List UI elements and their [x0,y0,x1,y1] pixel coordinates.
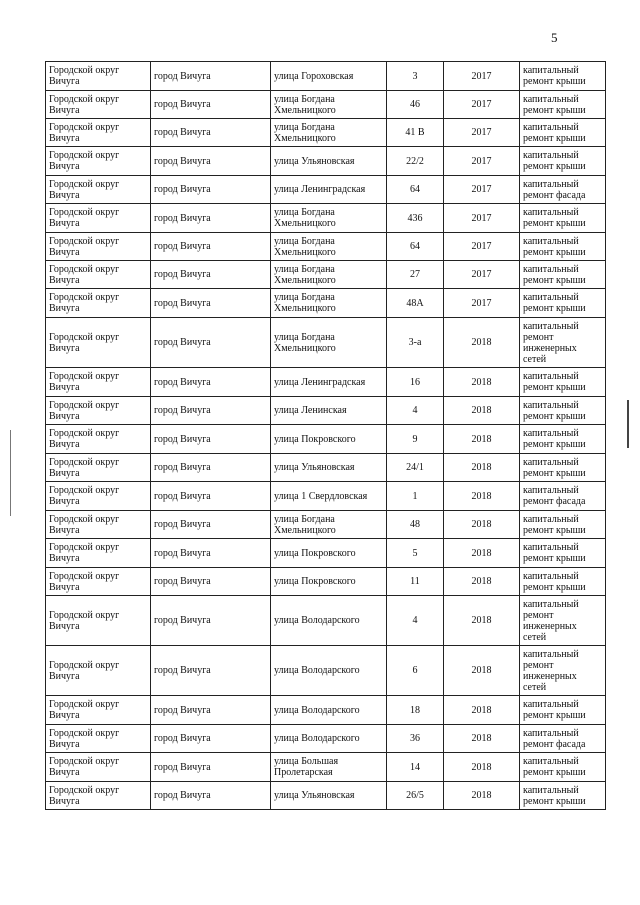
work-type-cell: капитальный ремонт крыши [520,696,606,725]
street-cell: улица Богдана Хмельницкого [271,233,387,261]
year-cell: 2018 [444,725,520,753]
work-type-cell: капитальный ремонт фасада [520,725,606,753]
city-cell: город Вичуга [151,782,271,810]
municipality-cell: Городской округ Вичуга [46,368,151,397]
scan-edge-mark [10,430,11,516]
work-type-cell: капитальный ремонт фасада [520,176,606,204]
municipality-cell: Городской округ Вичуга [46,482,151,511]
year-cell: 2017 [444,91,520,119]
work-type-cell: капитальный ремонт крыши [520,233,606,261]
house-number-cell: 27 [387,261,444,289]
city-cell: город Вичуга [151,62,271,91]
work-type-cell: капитальный ремонт крыши [520,261,606,289]
city-cell: город Вичуга [151,696,271,725]
municipality-cell: Городской округ Вичуга [46,782,151,810]
year-cell: 2018 [444,568,520,596]
municipality-cell: Городской округ Вичуга [46,696,151,725]
table-row [46,596,606,646]
municipality-cell: Городской округ Вичуга [46,204,151,233]
municipality-cell: Городской округ Вичуга [46,261,151,289]
table-row [46,204,606,233]
municipality-cell: Городской округ Вичуга [46,91,151,119]
street-cell: улица Ульяновская [271,454,387,482]
housing-repair-table [45,61,606,810]
street-cell: улица Володарского [271,646,387,696]
city-cell: город Вичуга [151,753,271,782]
city-cell: город Вичуга [151,454,271,482]
municipality-cell: Городской округ Вичуга [46,646,151,696]
work-type-cell: капитальный ремонт крыши [520,147,606,176]
city-cell: город Вичуга [151,725,271,753]
street-cell: улица Гороховская [271,62,387,91]
table-row [46,233,606,261]
street-cell: улица Ульяновская [271,782,387,810]
house-number-cell: 1 [387,482,444,511]
work-type-cell: капитальный ремонт фасада [520,482,606,511]
year-cell: 2018 [444,454,520,482]
year-cell: 2018 [444,482,520,511]
house-number-cell: 64 [387,233,444,261]
city-cell: город Вичуга [151,568,271,596]
house-number-cell: 4 [387,596,444,646]
house-number-cell: 436 [387,204,444,233]
municipality-cell: Городской округ Вичуга [46,233,151,261]
street-cell: улица Богдана Хмельницкого [271,119,387,147]
year-cell: 2017 [444,289,520,318]
work-type-cell: капитальный ремонт инженерных сетей [520,318,606,368]
city-cell: город Вичуга [151,318,271,368]
municipality-cell: Городской округ Вичуга [46,568,151,596]
city-cell: город Вичуга [151,147,271,176]
street-cell: улица Володарского [271,696,387,725]
house-number-cell: 6 [387,646,444,696]
city-cell: город Вичуга [151,119,271,147]
city-cell: город Вичуга [151,646,271,696]
year-cell: 2018 [444,539,520,568]
municipality-cell: Городской округ Вичуга [46,62,151,91]
house-number-cell: 11 [387,568,444,596]
year-cell: 2017 [444,204,520,233]
municipality-cell: Городской округ Вичуга [46,289,151,318]
table-row [46,568,606,596]
municipality-cell: Городской округ Вичуга [46,511,151,539]
year-cell: 2017 [444,261,520,289]
street-cell: улица Володарского [271,725,387,753]
city-cell: город Вичуга [151,261,271,289]
work-type-cell: капитальный ремонт крыши [520,782,606,810]
city-cell: город Вичуга [151,176,271,204]
municipality-cell: Городской округ Вичуга [46,119,151,147]
work-type-cell: капитальный ремонт крыши [520,753,606,782]
house-number-cell: 46 [387,91,444,119]
year-cell: 2017 [444,147,520,176]
street-cell: улица Ленинградская [271,368,387,397]
work-type-cell: капитальный ремонт крыши [520,568,606,596]
work-type-cell: капитальный ремонт крыши [520,368,606,397]
year-cell: 2018 [444,397,520,425]
house-number-cell: 64 [387,176,444,204]
table-row [46,397,606,425]
year-cell: 2018 [444,511,520,539]
year-cell: 2018 [444,696,520,725]
year-cell: 2018 [444,782,520,810]
house-number-cell: 18 [387,696,444,725]
street-cell: улица Володарского [271,596,387,646]
city-cell: город Вичуга [151,425,271,454]
table-row [46,425,606,454]
year-cell: 2018 [444,753,520,782]
house-number-cell: 9 [387,425,444,454]
table-row [46,368,606,397]
house-number-cell: 16 [387,368,444,397]
table-row [46,646,606,696]
year-cell: 2017 [444,62,520,91]
municipality-cell: Городской округ Вичуга [46,425,151,454]
city-cell: город Вичуга [151,511,271,539]
street-cell: улица Богдана Хмельницкого [271,204,387,233]
table-row [46,261,606,289]
table-row [46,289,606,318]
street-cell: улица Большая Пролетарская [271,753,387,782]
city-cell: город Вичуга [151,539,271,568]
municipality-cell: Городской округ Вичуга [46,147,151,176]
street-cell: улица Ульяновская [271,147,387,176]
street-cell: улица Богдана Хмельницкого [271,289,387,318]
street-cell: улица Богдана Хмельницкого [271,318,387,368]
house-number-cell: 4 [387,397,444,425]
year-cell: 2017 [444,233,520,261]
table-row [46,696,606,725]
table-row [46,318,606,368]
table-body [46,62,606,810]
table-row [46,454,606,482]
year-cell: 2017 [444,176,520,204]
house-number-cell: 24/1 [387,454,444,482]
year-cell: 2018 [444,318,520,368]
street-cell: улица Покровского [271,568,387,596]
year-cell: 2018 [444,425,520,454]
municipality-cell: Городской округ Вичуга [46,318,151,368]
municipality-cell: Городской округ Вичуга [46,176,151,204]
work-type-cell: капитальный ремонт крыши [520,397,606,425]
municipality-cell: Городской округ Вичуга [46,397,151,425]
city-cell: город Вичуга [151,233,271,261]
table-row [46,511,606,539]
city-cell: город Вичуга [151,397,271,425]
street-cell: улица Покровского [271,539,387,568]
city-cell: город Вичуга [151,482,271,511]
house-number-cell: 14 [387,753,444,782]
work-type-cell: капитальный ремонт крыши [520,425,606,454]
municipality-cell: Городской округ Вичуга [46,596,151,646]
table-row [46,91,606,119]
street-cell: улица Богдана Хмельницкого [271,261,387,289]
municipality-cell: Городской округ Вичуга [46,454,151,482]
table-row [46,62,606,91]
house-number-cell: 36 [387,725,444,753]
table-row [46,753,606,782]
work-type-cell: капитальный ремонт инженерных сетей [520,596,606,646]
table-row [46,782,606,810]
house-number-cell: 48А [387,289,444,318]
work-type-cell: капитальный ремонт крыши [520,91,606,119]
year-cell: 2018 [444,596,520,646]
street-cell: улица Ленинская [271,397,387,425]
city-cell: город Вичуга [151,368,271,397]
work-type-cell: капитальный ремонт крыши [520,119,606,147]
municipality-cell: Городской округ Вичуга [46,539,151,568]
city-cell: город Вичуга [151,204,271,233]
work-type-cell: капитальный ремонт крыши [520,289,606,318]
work-type-cell: капитальный ремонт крыши [520,454,606,482]
table-row [46,539,606,568]
work-type-cell: капитальный ремонт крыши [520,204,606,233]
page-number: 5 [551,30,558,45]
year-cell: 2017 [444,119,520,147]
street-cell: улица 1 Свердловская [271,482,387,511]
city-cell: город Вичуга [151,289,271,318]
table-row [46,147,606,176]
municipality-cell: Городской округ Вичуга [46,725,151,753]
table-row [46,176,606,204]
work-type-cell: капитальный ремонт крыши [520,539,606,568]
house-number-cell: 26/5 [387,782,444,810]
house-number-cell: 3 [387,62,444,91]
work-type-cell: капитальный ремонт крыши [520,511,606,539]
house-number-cell: 48 [387,511,444,539]
street-cell: улица Покровского [271,425,387,454]
city-cell: город Вичуга [151,91,271,119]
street-cell: улица Богдана Хмельницкого [271,511,387,539]
city-cell: город Вичуга [151,596,271,646]
year-cell: 2018 [444,368,520,397]
street-cell: улица Ленинградская [271,176,387,204]
table-row [46,725,606,753]
municipality-cell: Городской округ Вичуга [46,753,151,782]
house-number-cell: 5 [387,539,444,568]
scan-edge-mark [627,400,629,448]
table-row [46,119,606,147]
table-row [46,482,606,511]
street-cell: улица Богдана Хмельницкого [271,91,387,119]
house-number-cell: 22/2 [387,147,444,176]
year-cell: 2018 [444,646,520,696]
house-number-cell: 3-а [387,318,444,368]
work-type-cell: капитальный ремонт крыши [520,62,606,91]
work-type-cell: капитальный ремонт инженерных сетей [520,646,606,696]
house-number-cell: 41 В [387,119,444,147]
